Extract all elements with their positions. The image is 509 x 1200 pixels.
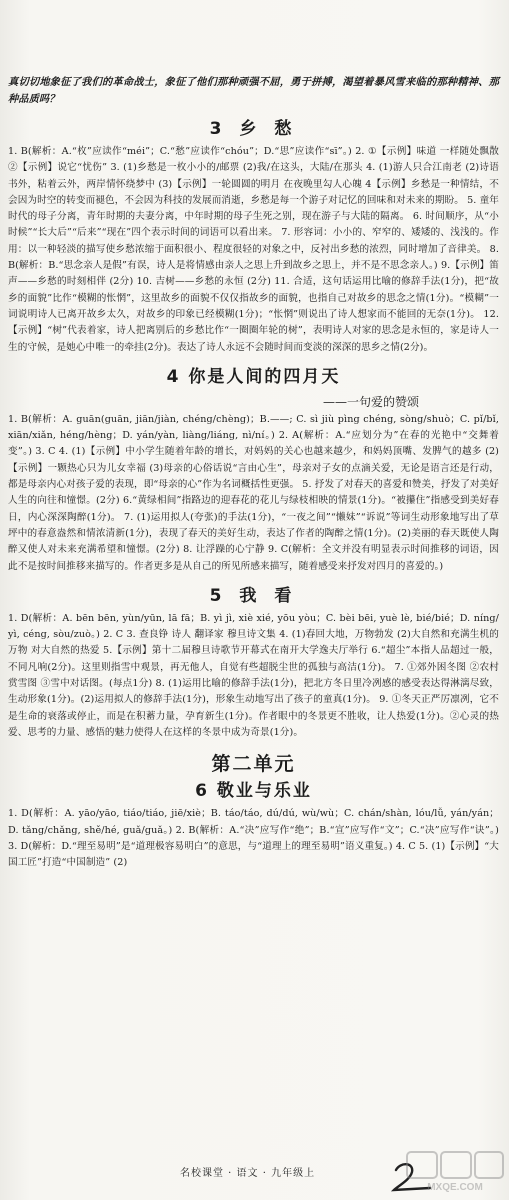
section-body-3: 1. B(解析：A.“枚”应读作“méi”；C.“愁”应读作“chóu”；D.“思”应读作“sī”。) 2. ①【示例】味道 一样随处飘散 ②【示例】说它“忧伤” 3. (1)乡愁是一枚小小的/邮票 (2)我/在这头，大陆/在那头 4. (1)游人只合江南老 (2)诗语书外，粘着云外，两岸情怀绕梦中 (3)【示例】一轮圆圆的明月 在夜晚里勾人心魄 4【示例】乡愁是一种情结，不会因为时空的转变而褪色，不会因为科技的发展而消逝，乡愁是每一个游子对记忆的回味和对未来的期盼。 5. 童年时代的母子分离，青年时期的夫妻分离，中年时期的母子生死之别，现在游子与大陆的隔离。 6. 时间顺序，从“小时候”“长大后”“后来”“现在”四个表示时间的词语可以看出来。 7. 形容词：小小的、窄窄的、矮矮的、浅浅的。作用：以一种轻淡的描写使乡愁浓缩于面积很小、程度很轻的对象之中，反衬出乡愁的浓烈，同时增加了音律美。 8. B(解析：B.“思念亲人是假”有误，诗人是将情感由亲人之思上升到故乡之思上，并不是不思念亲人。) 9.【示例】笛声——乡愁的时刻相伴 (2分) 10. 吉树——乡愁的永恒 (2分) 11. 合适，这句话运用比喻的修辞手法(1分)，把“故乡的面貌”比作“模糊的怅惘”，这里故乡的面貌不仅仅指故乡的面貌，也指自己对故乡的思念之情(1分)。“模糊”一词说明诗人已离开故乡太久，对故乡的印象已经模糊(1分)；“怅惘”则说出了诗人想家而不能回的无奈(1分)。 12.【示例】“树”代表着家，诗人把离别后的乡愁比作“一圈圈年轮的树”，表明诗人对家的思念是永恒的，家是诗人一生的守候，是她心中唯一的牵挂(2分)。表达了诗人永远不会随时间而变淡的深深的思乡之情(2分)。 — [8, 146, 499, 353]
section-title-5: 5 我 看 — [209, 585, 298, 606]
footer-book-title: 名校课堂 · 语文 · 九年级上 — [180, 1168, 316, 1179]
section-title-3: 3 乡 愁 — [209, 119, 298, 139]
intro-paragraph: 真切切地象征了我们的革命战士，象征了他们那种顽强不屈，勇于拼搏，渴望着暴风雪来临的那种精神、那种品质吗？ — [8, 76, 499, 105]
section-body-4: 1. B(解析：A. guān(guān, jiān/jiàn, chéng/chèng)；B.——; C. sì jiù pìng chéng, sòng/shuò；C. pǐ/bǐ, xiān/xiǎn, héng/hèng；D. yán/yàn, liàng/liáng, nì/ní。) 2. A(解析：A.“应划分为”在春的光艳中“交舞着变”。) 3. C 4. (1)【示例】中小学生随着年龄的增长，对妈妈的关心也越来越少，和妈妈顶嘴、发脾气的越多 (2)【示例】一颗热心只为儿女幸福 (3)母亲的心俗话说“言由心生”，母亲对子女的点滴关爱，无论是语言还是行动，都是母亲内心对孩子爱的表现，即“母亲的心”作为名词概括性更强。 5. 抒发了对春天的喜爱和赞美，抒发了对美好人生的向往和憧憬。(2分) 6.“黄绿相间”指路边的迎春花的花儿与绿枝相映的情景(1分)。“被攥住”指感受到美好春日，内心深深陶醉(1分)。 7. (1)运用拟人(夸张)的手法(1分)，“一夜之间”“懒妹”“诉说”等词生动形象地写出了草坪中的春意盎然和情浓清新(1分)，表现了春天的美好生动，表达了作者的陶醉之情(1分)。(2)美丽的春天既使人陶醉又使人对未来充满希望和憧憬。(2分) 8. 让浮躁的心宁静 9. C(解析：全文并没有明显表示时间推移的词语，因此不是按时间推移来描写的。作者更多是从自己的所见所感来描写，随着感受来抒发对四月的喜爱的。) — [8, 413, 499, 572]
section-body-5: 1. D(解析：A. bēn bēn, yùn/yūn, lā fā；B. yì jì, xiè xié, yōu yòu；C. bèi bēi, yuè lè, bié/bié；D. níng/yì, céng, sòu/zuò。) 2. C 3. 查良铮 诗人 翻译家 穆旦诗文集 4. (1)春回大地，万物勃发 (2)大自然和充满生机的万物 对大自然的热爱 5.【示例】第十二届穆旦诗歌节开幕式在南开大学逸夫厅举行 6.“超尘”本指人品超过一般，不同凡响(2分)。这里则指雪中观景，再无他人，自觉有些超脱尘世的孤独与高洁(1分)。 7. ①郊外困冬图 ②农村赏雪图 ③雪中对话图。(每点1分) 8. (1)运用比喻的修辞手法(1分)，把北方冬日里冷冽感的感受表达得淋漓尽致，生动形象(1分)。(2)运用拟人的修辞手法(1分)，形象生动地写出了孩子的童真(1分)。 9. ①冬天正严厉凛冽，它不是生命的衰落或停止，而是在积蓄力量，孕育新生(1分)。作者眼中的冬景更不胜收，让人热爱(1分)。②心灵的热爱、思考的力量、感悟的魅力使得人在这样的冬景中成为奇景(1分)。 — [8, 612, 499, 738]
section-title-6: 6 敬业与乐业 — [195, 781, 312, 802]
section-title-4: 4 你是人间的四月天 — [166, 366, 341, 387]
page-content — [8, 74, 499, 871]
watermark-logo-icon — [405, 1148, 505, 1194]
section-body-6: 1. D(解析：A. yāo/yāo, tiáo/tiáo, jiē/xiè；B. táo/táo, dú/dú, wù/wù；C. chán/shàn, lóu/lǚ, yán/yán；D. tǎng/chǎng, shě/hé, guǎ/guǎ。) 2. B(解析：A.“决”应写作“绝”；B.“宣”应写作“文”；C.“决”应写作“诀”。) 3. D(解析：D.“理至易明”是“道理极容易明白”的意思，与“道理上的理至易明”语义重复。) 4. C 5. (1)【示例】“大国工匠”打造“中国制造” (2) — [8, 808, 499, 869]
section-subtitle-4: ——一句爱的赞颂 — [322, 394, 419, 409]
svg-text:MXQE.COM: MXQE.COM — [427, 1182, 483, 1193]
unit-title: 第二单元 — [211, 753, 296, 776]
